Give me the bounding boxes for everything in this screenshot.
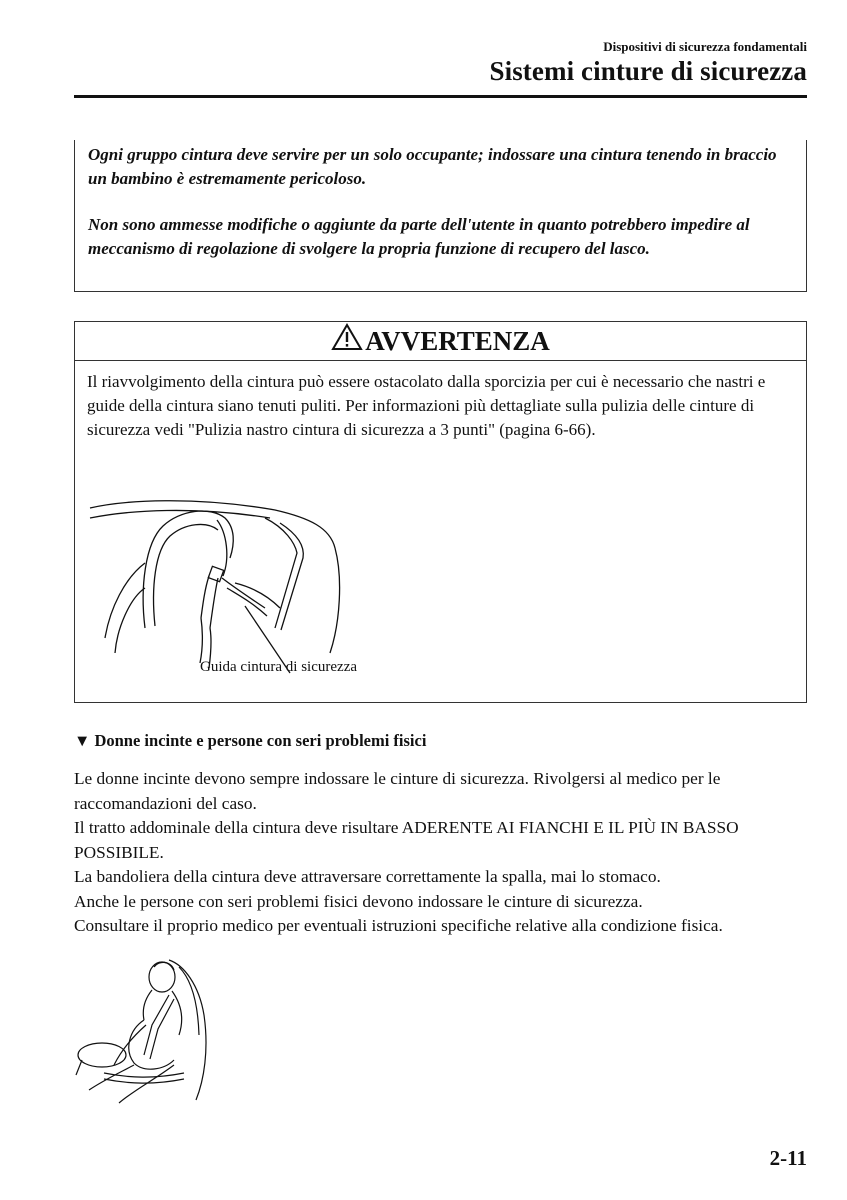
body-text: [74, 767, 809, 939]
paragraph-pregnant-women: Le donne incinte devono sempre indossare le cinture di sicurezza. Rivolgersi al medico per le raccomandazioni del caso.: [74, 769, 721, 813]
caution-paragraph-modifications: Non sono ammesse modifiche o aggiunte da parte dell'utente in quanto potrebbero impedire al meccanismo di regolazione di svolgere la propria funzione di recupero del lasco.: [88, 215, 750, 258]
seatbelt-guide-illustration: [85, 488, 385, 678]
section-label: Dispositivi di sicurezza fondamentali: [603, 39, 807, 54]
section-heading-text: Donne incinte e persone con seri problemi fisici: [94, 731, 427, 750]
warning-triangle-icon: [331, 323, 363, 356]
paragraph-shoulder-belt: La bandoliera della cintura deve attraversare correttamente la spalla, mai lo stomaco.: [74, 867, 661, 886]
continued-caution-box: [74, 140, 807, 292]
paragraph-physical-problems: Anche le persone con seri problemi fisici devono indossare le cinture di sicurezza.: [74, 891, 643, 911]
paragraph-lap-belt: Il tratto addominale della cintura deve risultare ADERENTE AI FIANCHI E IL PIÙ IN BASSO POSSIBILE.: [74, 818, 739, 862]
pregnant-woman-seatbelt-illustration: [74, 955, 224, 1105]
page-title: Sistemi cinture di sicurezza: [489, 56, 807, 86]
paragraph-consult-doctor: Consultare il proprio medico per eventuali istruzioni specifiche relative alla condizione fisica.: [74, 916, 723, 935]
caution-paragraph-single-occupant: Ogni gruppo cintura deve servire per un solo occupante; indossare una cintura tenendo in braccio un bambino è estremamente pericoloso.: [88, 145, 777, 188]
warning-title: AVVERTENZA: [365, 326, 550, 356]
page-number: 2-11: [769, 1146, 807, 1170]
header-divider: [74, 95, 807, 98]
warning-box: [74, 321, 807, 703]
figure-caption: Guida cintura di sicurezza: [200, 659, 358, 675]
triangle-down-icon: ▼: [74, 731, 91, 750]
warning-text: Il riavvolgimento della cintura può essere ostacolato dalla sporcizia per cui è necessario che nastri e guide della cintura siano tenuti puliti. Per informazioni più dettagliate sulla pulizia delle cinture di sicurezza vedi "Pulizia nastro cintura di sicurezza a 3 punti" (pagina 6-66).: [87, 372, 766, 439]
warning-header: [75, 322, 806, 361]
section-heading: [74, 731, 426, 751]
